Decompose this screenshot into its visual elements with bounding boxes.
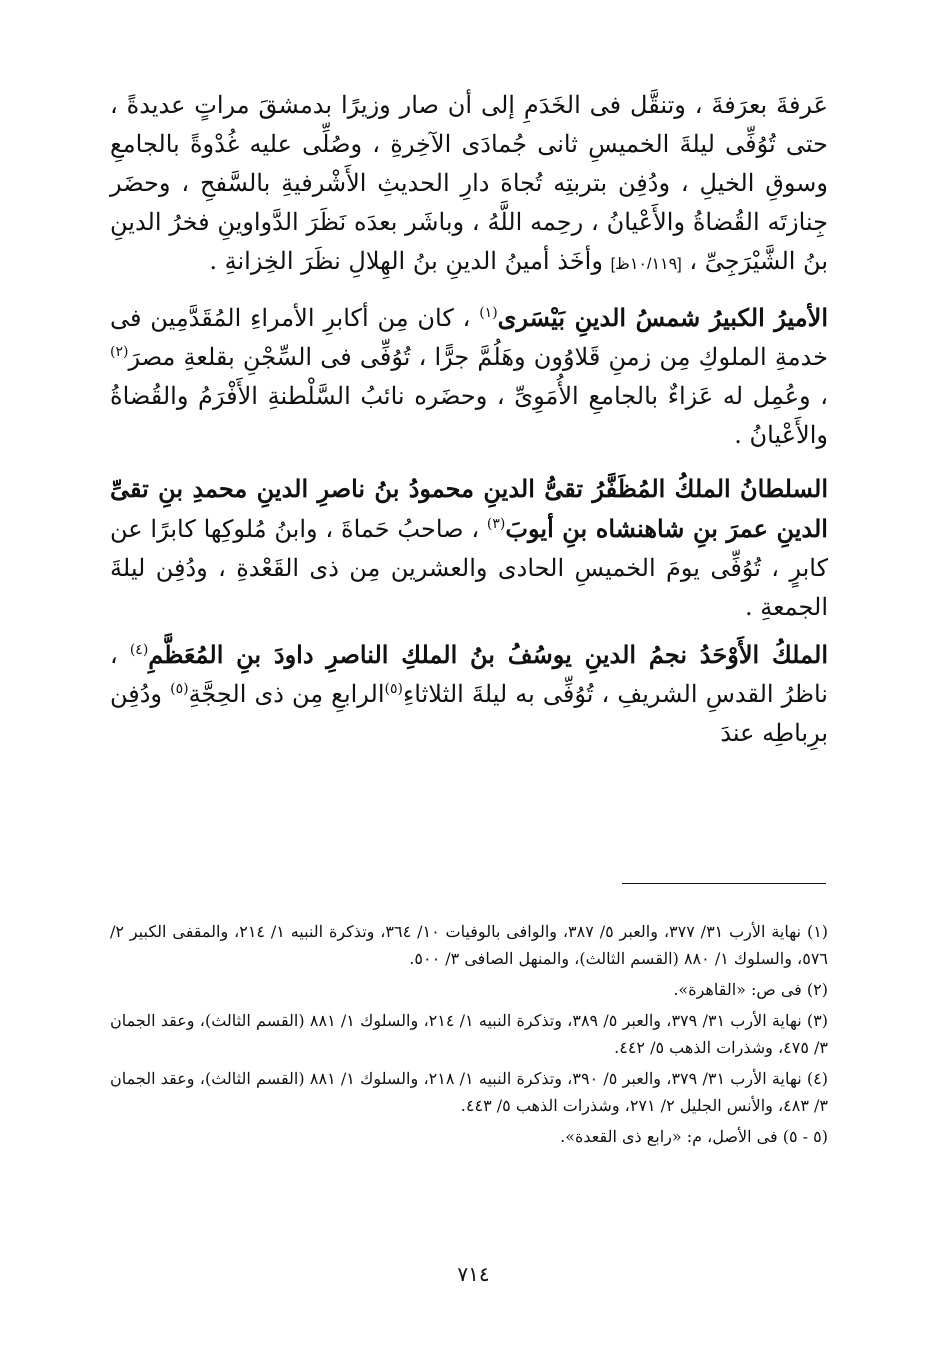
footnote: (٢) فى ص: «القاهرة».	[673, 980, 828, 999]
footnote: (٥ - ٥) فى الأصل، م: «رابع ذى القعدة».	[560, 1127, 828, 1146]
entry-text: ، كان مِن أكابرِ الأمراءِ المُقَدَّمِين فى خدمةِ الملوكِ مِن زمنِ قَلاوُون وهَلُمَّ جرًّا ، تُوُفِّى فى السِّجْنِ بقلعةِ مصرَ	[110, 304, 828, 371]
intro-text-end: وأخَذ أمينُ الدينِ بنُ الهِلالِ نظَرَ الخِزانةِ .	[209, 247, 603, 275]
main-text	[110, 86, 828, 753]
footnote: (٣) نهاية الأرب ٣١/ ٣٧٩، والعبر ٥/ ٣٨٩، وتذكرة النبيه ١/ ٢١٤، والسلوك ١/ ٨٨١ (القسم الثالث)، وعقد الجمان ٣/ ٤٧٥، وشذرات الذهب ٥/ ٤٤٢.	[110, 1011, 828, 1057]
entry-baysari	[110, 298, 828, 455]
entry-text: الرابعِ مِن ذى الحِجَّةِ	[188, 680, 385, 708]
intro-text: عَرفةَ بعرَفةَ ، وتنقَّل فى الخَدَمِ إلى أن صار وزيرًا بدمشقَ مراتٍ عديدةً ، حتى تُوُفِّى ليلةَ الخميسِ ثانى جُمادَى الآخِرةِ ، وصُلِّى عليه غُدْوةً بالجامعِ وسوقِ الخيلِ ، ودُفِن بتربتِه تُجاهَ دارِ الحديثِ الأَشْرفيةِ بالسَّفحِ ، وحضَر جِنازتَه القُضاةُ والأَعْيانُ ، رحِمه اللَّهُ ، وباشَر بعدَه نَظَرَ الدَّواوينِ فخرُ الدينِ بنُ الشَّيْرَجِىِّ ،	[110, 91, 828, 275]
folio-marker: [١٠/١١٩ظ]	[610, 256, 682, 273]
entry-text: ، ناظرُ القدسِ الشريفِ ، تُوُفِّى به ليلةَ الثلاثاءِ	[110, 641, 828, 708]
footnote-divider	[622, 883, 826, 884]
entry-heading: السلطانُ الملكُ المُظَفَّرُ تقىُّ الدينِ محمودُ بنُ ناصرِ الدينِ محمدِ بنِ تقىِّ الدينِ عمرَ بنِ شاهنشاه بنِ أيوبَ	[110, 474, 828, 543]
entry-heading: الملكُ الأَوْحَدُ نجمُ الدينِ يوسُفُ بنُ الملكِ الناصرِ داودَ بنِ المُعَظَّمِ	[148, 640, 828, 669]
intro-paragraph	[110, 86, 828, 284]
footnote-ref: (١)	[479, 305, 498, 321]
entry-text: ودُفِن برِباطِه عندَ	[110, 680, 828, 747]
entry-awhad	[110, 635, 828, 753]
footnote-ref: (٤)	[129, 642, 149, 658]
entry-muzaffar	[110, 469, 828, 627]
footnotes	[110, 918, 828, 1154]
entry-heading: الأميرُ الكبيرُ شمسُ الدينِ بَيْسَرى	[497, 303, 828, 332]
variant-mark-close: (٥)	[170, 681, 189, 697]
footnote-ref: (٣)	[486, 516, 506, 532]
page-number: ٧١٤	[457, 1262, 490, 1286]
variant-mark-open: (٥)	[384, 681, 403, 697]
entry-text: ، صاحبُ حَماةَ ، وابنُ مُلوكِها كابرًا عن كابرٍ ، تُوُفِّى يومَ الخميسِ الحادى والعشرين مِن ذى القَعْدةِ ، ودُفِن ليلةَ الجمعةِ .	[110, 515, 828, 621]
entry-text: ، وعُمِل له عَزاءٌ بالجامعِ الأُمَوِىِّ ، وحضَره نائبُ السَّلْطنةِ الأَفْرَمُ والقُضاةُ والأَعْيانُ .	[110, 382, 828, 449]
footnote: (٤) نهاية الأرب ٣١/ ٣٧٩، والعبر ٥/ ٣٩٠، وتذكرة النبيه ١/ ٢١٨، والسلوك ١/ ٨٨١ (القسم الثالث)، وعقد الجمان ٣/ ٤٨٣، والأنس الجليل ٢/ ٢٧١، وشذرات الذهب ٥/ ٤٤٣.	[110, 1069, 828, 1115]
footnote: (١) نهاية الأرب ٣١/ ٣٧٧، والعبر ٥/ ٣٨٧، والوافى بالوفيات ١٠/ ٣٦٤، وتذكرة النبيه ١/ ٢١٤، والمقفى الكبير ٢/ ٥٧٦، والسلوك ١/ ٨٨٠ (القسم الثالث)، والمنهل الصافى ٣/ ٥٠٠.	[110, 922, 829, 968]
footnote-ref: (٢)	[110, 344, 129, 360]
